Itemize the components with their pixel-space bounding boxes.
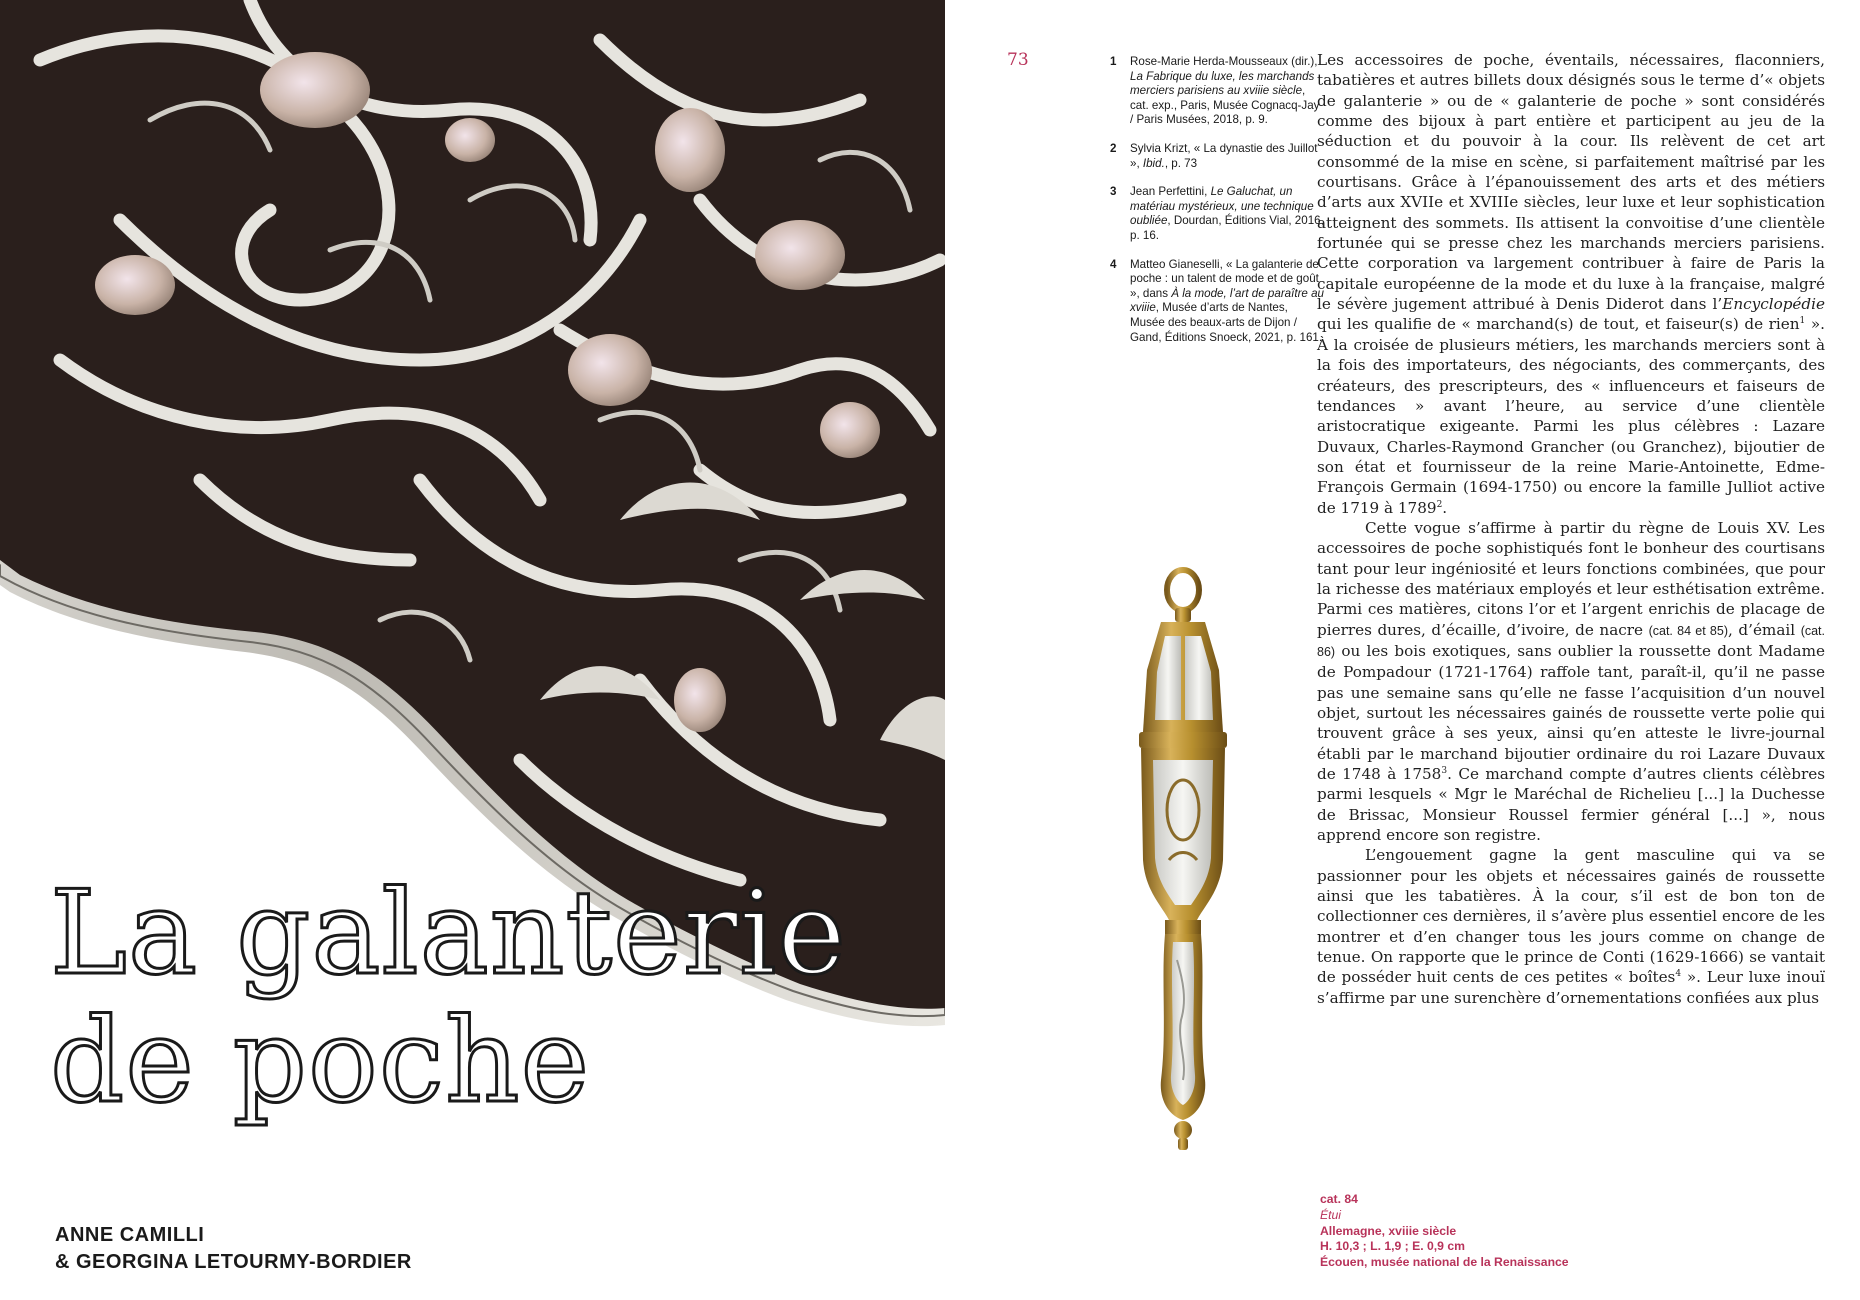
text-run: Rose-Marie Herda-Mousseaux (dir.), <box>1130 55 1318 68</box>
body-paragraph <box>1317 845 1825 1008</box>
text-run: ». Leur luxe inouï s’affirme par une surenchère d’ornementations confiées aux plus <box>1317 968 1825 1007</box>
text-run: Les accessoires de poche, éventails, nécessaires, flaconniers, tabatières et autres billets doux désignés sous le terme d’« objets de galanterie » ou de « galanterie de poche » sont considérés comme des bijoux à part entière et participent au jeu de la séduction et du pouvoir à la cour. Ils relèvent de cet art consommé de la mise en scène, si parfaitement maîtrisé par les courtisans. Grâce à l’épanouissement des arts et des métiers d’arts aux XVIIe et XVIIIe siècles, leur luxe et leur sophistication atteignent des sommets. Ils attisent la convoitise d’une clientèle fortunée qui se presse chez les marchands merciers parisiens. Cette corporation va largement contribuer à faire de Paris la capitale européenne de la mode et du luxe à la française, malgré le sévère jugement attribué à Denis Diderot dans l’ <box>1317 51 1825 314</box>
caption-cat-number: cat. 84 <box>1320 1192 1358 1206</box>
text-run: . <box>1442 498 1448 517</box>
text-run: , Musée d’arts de Nantes, Musée des beaux-arts de Dijon / Gand, Éditions Snoeck, 2021, p. 161. <box>1130 301 1323 344</box>
footnote-ref: 4 <box>1675 969 1682 980</box>
footnote-text <box>1130 258 1325 346</box>
body-paragraph <box>1317 518 1825 846</box>
text-run: Sylvia Krizt, « La dynastie des Juillot », <box>1130 141 1318 170</box>
author-line-1: ANNE CAMILLI <box>55 1224 205 1246</box>
page-number: 73 <box>1007 50 1029 70</box>
italic-text: Ibid. <box>1142 156 1165 170</box>
text-run: L’engouement gagne la gent masculine qui va se passionner pour les objets et nécessaires gainés de roussette ainsi que les tabatières. À la cour, s’il est de bon ton de collectionner ces dernières, il s’avère plus essentiel encore de les montrer et d’en changer tous les jours comme on change de tenue. On rapporte que le prince de Conti (1629-1666) se vantait de posséder huit cents de ces petites « boîtes <box>1317 846 1825 987</box>
text-run: , p. 73 <box>1164 156 1198 170</box>
text-run: Matteo Gianeselli, « La galanterie de poche : un talent de mode et de goût », dans <box>1130 257 1319 300</box>
text-run: . Ce marchand compte d’autres clients célèbres parmi lesquels « Mgr le Maréchal de Richelieu [...] la Duchesse de Brissac, Monsieur Roussel fermier général [...] », nous apprend encore son registre. <box>1317 765 1825 845</box>
catalogue-ref: (cat. 86) <box>1317 623 1825 659</box>
footnote-ref: 2 <box>1436 499 1443 510</box>
footnote <box>1110 55 1325 128</box>
footnote <box>1110 142 1325 171</box>
footnote-number: 3 <box>1110 185 1117 199</box>
caption-title: Étui <box>1320 1207 1342 1222</box>
article-title <box>50 866 910 1129</box>
italic-text: La Fabrique du luxe, les marchands merciers parisiens au xviiie siècle <box>1130 69 1315 98</box>
footnote <box>1110 185 1325 243</box>
footnote-ref: 3 <box>1441 765 1448 776</box>
italic-text: Encyclopédie <box>1722 295 1825 314</box>
etui-photo <box>1073 560 1283 1160</box>
text-run: ». À la croisée de plusieurs métiers, les marchands merciers sont à la fois des importateurs, des négociants, des commerçants, des créateurs, des prescripteurs, des « influenceurs et faiseurs de tendances » avant l’heure, au service d’une clientèle aristocratique exigeante. Parmi les plus célèbres : Lazare Duvaux, Charles-Raymond Grancher (ou Granchez), bijoutier de son état et fournisseur de la reine Marie-Antoinette, Edme-François Germain (1694-1750) ou encore la famille Julliot active de 1719 à 1789 <box>1317 315 1825 517</box>
footnote-number: 1 <box>1110 55 1117 68</box>
right-page <box>945 0 1860 1300</box>
footnote-text <box>1130 185 1325 243</box>
title-line-2: de poche <box>50 994 591 1129</box>
footnotes <box>1110 55 1325 359</box>
text-run: , Dourdan, Éditions Vial, 2016, p. 16. <box>1130 214 1324 242</box>
text-run: qui les qualifie de « marchand(s) de tout, et faiseur(s) de rien <box>1317 315 1800 334</box>
caption-origin: Allemagne, xviiie siècle <box>1320 1223 1457 1238</box>
italic-text: À la mode, l’art de paraître au xviiie <box>1130 286 1324 315</box>
text-run: , cat. exp., Paris, Musée Cognacq-Jay / Paris Musées, 2018, p. 9. <box>1130 84 1320 127</box>
title-line-1: La galanterie <box>50 866 847 1001</box>
footnote-number: 2 <box>1110 141 1117 155</box>
body-paragraph <box>1317 50 1825 518</box>
caption-dimensions: H. 10,3 ; L. 1,9 ; E. 0,9 cm <box>1320 1239 1465 1254</box>
text-run: , d’émail <box>1727 620 1801 639</box>
authors <box>55 1222 412 1276</box>
author-line-2: & GEORGINA LETOURMY-BORDIER <box>55 1251 412 1273</box>
article-body <box>1317 50 1825 1008</box>
footnote-ref: 1 <box>1799 316 1806 327</box>
footnote-text <box>1130 55 1325 128</box>
caption-location: Écouen, musée national de la Renaissance <box>1320 1255 1569 1270</box>
text-run: Jean Perfettini, <box>1130 185 1211 199</box>
footnote-number: 4 <box>1110 257 1117 271</box>
footnote-text <box>1130 142 1325 171</box>
catalogue-ref: (cat. 84 et 85) <box>1648 623 1728 638</box>
etui-illustration <box>1073 560 1283 1160</box>
footnote <box>1110 258 1325 346</box>
text-run: Cette vogue s’affirme à partir du règne de Louis XV. Les accessoires de poche sophistiqués font le bonheur des courtisans tant pour leur ingéniosité et leurs fonctions combinées, que pour la richesse des matériaux employés et leur esthétisation extrême. Parmi ces matières, citons l’or et l’argent enrichis de placage de pierres dures, d’écaille, d’ivoire, de nacre <box>1317 518 1825 639</box>
text-run: ou les bois exotiques, sans oublier la roussette dont Madame de Pompadour (1721-1764) raffole tant, paraît-il, qu’il ne passe pas une semaine sans qu’elle ne fasse l’acquisition d’un nouvel objet, surtout les nécessaires gainés de roussette verte polie qui trouvent grâce à ses yeux, ainsi qu’en atteste le livre-journal établi par le marchand bijoutier ordinaire du roi Lazare Duvaux de 1748 à 1758 <box>1317 641 1825 784</box>
figure-caption <box>1320 1192 1740 1271</box>
italic-text: Le Galuchat, un matériau mystérieux, une technique oubliée <box>1130 185 1314 228</box>
